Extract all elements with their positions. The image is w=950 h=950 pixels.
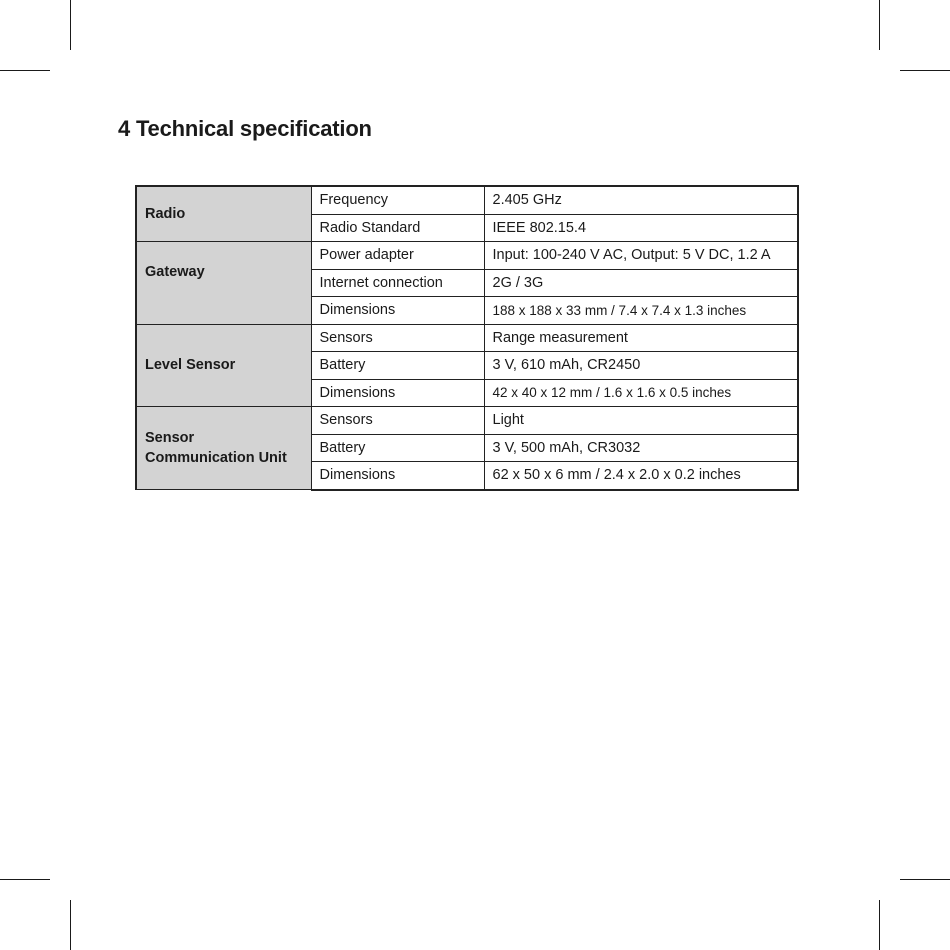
- value-cell: 188 x 188 x 33 mm / 7.4 x 7.4 x 1.3 inches: [484, 297, 798, 325]
- value-cell: 62 x 50 x 6 mm / 2.4 x 2.0 x 0.2 inches: [484, 462, 798, 490]
- group-label-line: Gateway: [145, 264, 205, 280]
- group-label-sensor-communication-unit: [136, 407, 311, 490]
- group-label-gateway: [136, 242, 311, 325]
- value-cell: 3 V, 610 mAh, CR2450: [484, 352, 798, 380]
- spec-table: [135, 185, 799, 491]
- crop-mark-bottom-left-horizontal: [0, 879, 50, 880]
- table-row: [136, 324, 798, 352]
- group-label-line: Radio: [145, 206, 186, 222]
- group-label-line: Level Sensor: [145, 357, 236, 374]
- parameter-cell: Dimensions: [311, 462, 484, 490]
- parameter-cell: Radio Standard: [311, 214, 484, 242]
- parameter-cell: Sensors: [311, 407, 484, 435]
- group-label-level-sensor: [136, 324, 311, 407]
- parameter-cell: Battery: [311, 352, 484, 380]
- parameter-cell: Frequency: [311, 186, 484, 214]
- crop-mark-top-right-horizontal: [900, 70, 950, 71]
- crop-mark-top-right-vertical: [879, 0, 880, 50]
- value-cell: Range measurement: [484, 324, 798, 352]
- value-cell: IEEE 802.15.4: [484, 214, 798, 242]
- value-cell: 2G / 3G: [484, 269, 798, 297]
- crop-mark-bottom-left-vertical: [70, 900, 71, 950]
- group-label-line: Sensor: [145, 430, 195, 446]
- crop-mark-top-left-horizontal: [0, 70, 50, 71]
- parameter-cell: Internet connection: [311, 269, 484, 297]
- table-row: [136, 186, 798, 214]
- value-cell: 2.405 GHz: [484, 186, 798, 214]
- section-heading: 4 Technical specification: [118, 116, 372, 141]
- table-row: [136, 242, 798, 270]
- parameter-cell: Dimensions: [311, 297, 484, 325]
- parameter-cell: Sensors: [311, 324, 484, 352]
- value-cell: Light: [484, 407, 798, 435]
- group-label-radio: [136, 186, 311, 242]
- value-cell: 3 V, 500 mAh, CR3032: [484, 434, 798, 462]
- parameter-cell: Battery: [311, 434, 484, 462]
- table-row: [136, 407, 798, 435]
- value-cell: 42 x 40 x 12 mm / 1.6 x 1.6 x 0.5 inches: [484, 379, 798, 407]
- crop-mark-bottom-right-horizontal: [900, 879, 950, 880]
- parameter-cell: Power adapter: [311, 242, 484, 270]
- group-label-line: Communication Unit: [145, 450, 287, 466]
- crop-mark-top-left-vertical: [70, 0, 71, 50]
- crop-mark-bottom-right-vertical: [879, 900, 880, 950]
- value-cell: Input: 100-240 V AC, Output: 5 V DC, 1.2 A: [484, 242, 798, 270]
- parameter-cell: Dimensions: [311, 379, 484, 407]
